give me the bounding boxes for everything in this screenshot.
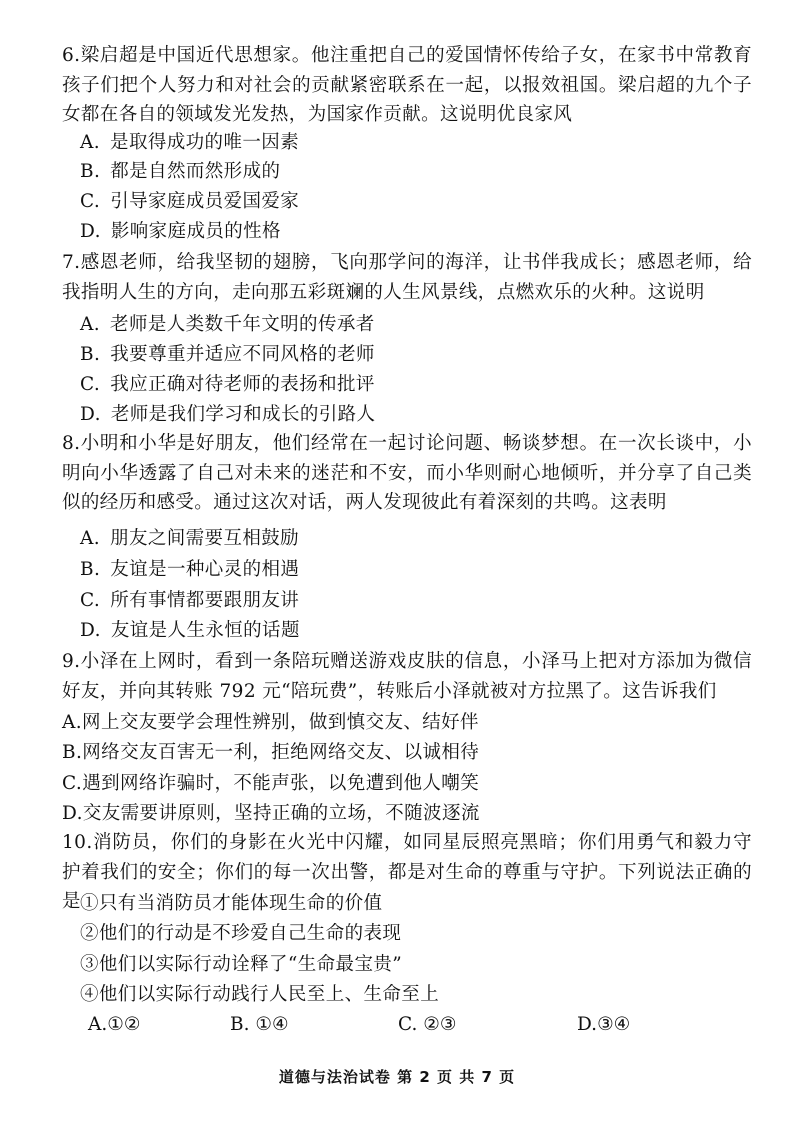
question-9-option-a: A.网上交友要学会理性辨别，做到慎交友、结好伴 xyxy=(62,712,479,733)
question-number: 10. xyxy=(62,832,93,853)
question-text: 小泽在上网时，看到一条陪玩赠送游戏皮肤的信息，小泽马上把对方添加为微信好友，并向其转账 792 元“陪玩费”，转账后小泽就被对方拉黑了。这告诉我们 xyxy=(62,651,752,702)
question-9-option-c: C.遇到网络诈骗时，不能声张，以免遭到他人嘲笑 xyxy=(62,773,480,794)
page-footer: 道德与法治试卷 第 2 页 共 7 页 xyxy=(278,1068,516,1086)
question-6-stem xyxy=(62,41,752,130)
question-9-option-b: B.网络交友百害无一利，拒绝网络交友、以诚相待 xyxy=(62,742,480,763)
question-text: 感恩老师，给我坚韧的翅膀，飞向那学问的海洋，让书伴我成长；感恩老师，给我指明人生的方向，走向那五彩斑斓的人生风景线，点燃欢乐的火种。这说明 xyxy=(62,252,752,303)
question-text: 小明和小华是好朋友，他们经常在一起讨论问题、畅谈梦想。在一次长谈中，小明向小华透露了自己对未来的迷茫和不安，而小华则耐心地倾听，并分享了自己类似的经历和感受。通过这次对话，两人发现彼此有着深刻的共鸣。这表明 xyxy=(62,433,752,513)
question-10-choice-c: C. ②③ xyxy=(398,1014,457,1035)
question-8-option-a: A. 朋友之间需要互相鼓励 xyxy=(80,528,300,549)
question-6-option-d: D. 影响家庭成员的性格 xyxy=(80,221,281,242)
question-10-statement-4: ④他们以实际行动践行人民至上、生命至上 xyxy=(80,984,440,1005)
question-8-option-b: B. 友谊是一种心灵的相遇 xyxy=(80,559,300,580)
question-10-choice-b: B. ①④ xyxy=(230,1014,289,1035)
question-8-option-d: D. 友谊是人生永恒的话题 xyxy=(80,620,300,641)
question-9-stem xyxy=(62,647,752,706)
question-number: 9. xyxy=(62,651,81,672)
question-7-stem xyxy=(62,248,752,307)
question-9-option-d: D.交友需要讲原则，坚持正确的立场，不随波逐流 xyxy=(62,803,480,824)
question-text: 消防员，你们的身影在火光中闪耀，如同星辰照亮黑暗；你们用勇气和毅力守护着我们的安全；你们的每一次出警，都是对生命的尊重与守护。下列说法正确的是 xyxy=(62,832,752,912)
question-10-choice-a: A.①② xyxy=(88,1014,141,1035)
question-number: 6. xyxy=(62,45,81,66)
question-number: 7. xyxy=(62,252,81,273)
question-6-option-b: B. 都是自然而然形成的 xyxy=(80,161,281,182)
question-6-option-c: C. 引导家庭成员爱国爱家 xyxy=(80,191,300,212)
question-8-option-c: C. 所有事情都要跟朋友讲 xyxy=(80,590,300,611)
question-10-statement-1: ①只有当消防员才能体现生命的价值 xyxy=(80,893,383,914)
question-7-option-d: D. 老师是我们学习和成长的引路人 xyxy=(80,404,376,425)
question-text: 梁启超是中国近代思想家。他注重把自己的爱国情怀传给子女，在家书中常教育孩子们把个人努力和对社会的贡献紧密联系在一起，以报效祖国。梁启超的九个子女都在各自的领域发光发热，为国家作贡献。这说明优良家风 xyxy=(62,45,752,125)
question-number: 8. xyxy=(62,433,81,454)
question-7-option-c: C. 我应正确对待老师的表扬和批评 xyxy=(80,374,375,395)
question-10-statement-2: ②他们的行动是不珍爱自己生命的表现 xyxy=(80,923,402,944)
question-6-option-a: A. 是取得成功的唯一因素 xyxy=(80,132,300,153)
question-7-option-b: B. 我要尊重并适应不同风格的老师 xyxy=(80,344,375,365)
question-10-choice-d: D.③④ xyxy=(577,1014,631,1035)
question-10-statement-3: ③他们以实际行动诠释了“生命最宝贵” xyxy=(80,954,403,975)
question-7-option-a: A. 老师是人类数千年文明的传承者 xyxy=(80,314,375,335)
question-8-stem xyxy=(62,429,752,518)
